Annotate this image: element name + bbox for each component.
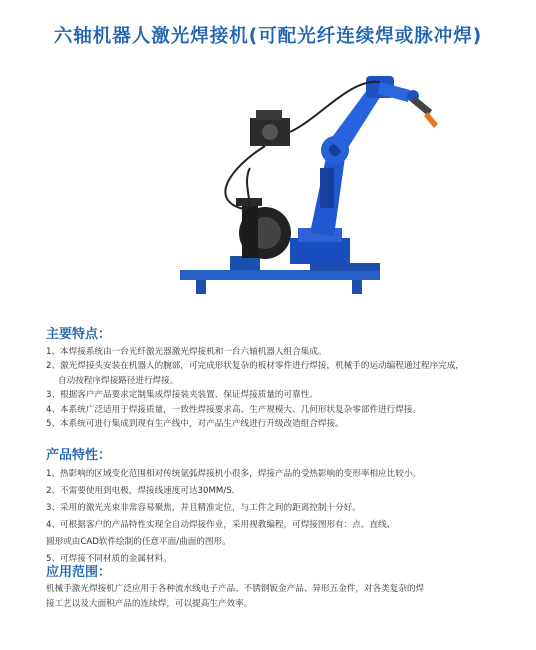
characteristics-item: 1、热影响的区域变化范围相对传统氩弧焊接机小很多，焊接产品的受热影响的变形率相应比较小。 <box>46 469 422 479</box>
features-item: 1、本焊接系统由一台光纤激光器激光焊接机和一台六轴机器人组合集成。 <box>46 347 327 357</box>
features-item: 自动按程序焊接路径进行焊接。 <box>58 375 179 386</box>
robot-welder-image <box>170 58 450 298</box>
features-item: 4、本系统广泛适用于焊接质量，一致性焊接要求高、生产规模大、几何形状复杂零部件进行焊接。 <box>46 404 422 415</box>
characteristics-item: 4、可根据客户的产品特性实现全自动焊接作业，采用视教编程，可焊接图形有：点、直线、 <box>46 520 396 530</box>
characteristics-item: 3、采用的激光光束非常容易聚焦，并且精准定位，与工件之间的距离控制十分好。 <box>46 503 361 513</box>
page-title: 六轴机器人激光焊接机(可配光纤连续焊或脉冲焊) <box>53 26 483 47</box>
characteristics-list <box>46 466 516 568</box>
features-list <box>46 345 516 431</box>
characteristics-item: 5、可焊接不同材质的金属材料。 <box>46 554 172 564</box>
characteristics-item: 2、不需要使用到电极，焊接线速度可达30MM/S. <box>46 486 235 496</box>
applications-line: 机械手激光焊接机广泛应用于各种流水线电子产品、不锈钢钣金产品、异形五金件，对各类复杂的焊 <box>46 584 425 594</box>
features-item: 3、根据客户产品要求定制集成焊接装夹装置、保证焊接质量的可靠性。 <box>46 390 318 401</box>
applications-line: 接工艺以及大面积产品的连续焊，可以提高生产效率。 <box>46 599 253 609</box>
characteristics-item: 圆形或由CAD软件绘制的任意平面/曲面的图形。 <box>46 537 231 547</box>
features-heading: 主要特点： <box>46 327 112 342</box>
features-item: 5、本系统可进行集成到现有生产线中，对产品生产线进行升级改造组合焊接。 <box>46 419 344 430</box>
applications-heading: 应用范围： <box>46 565 112 580</box>
applications-paragraph <box>46 582 516 612</box>
features-item: 2、激光焊接头安装在机器人的腕部，可完成形状复杂的板材零件进行焊接，机械手的运动编程通过程序完成， <box>46 361 464 372</box>
characteristics-heading: 产品特性： <box>46 448 112 463</box>
